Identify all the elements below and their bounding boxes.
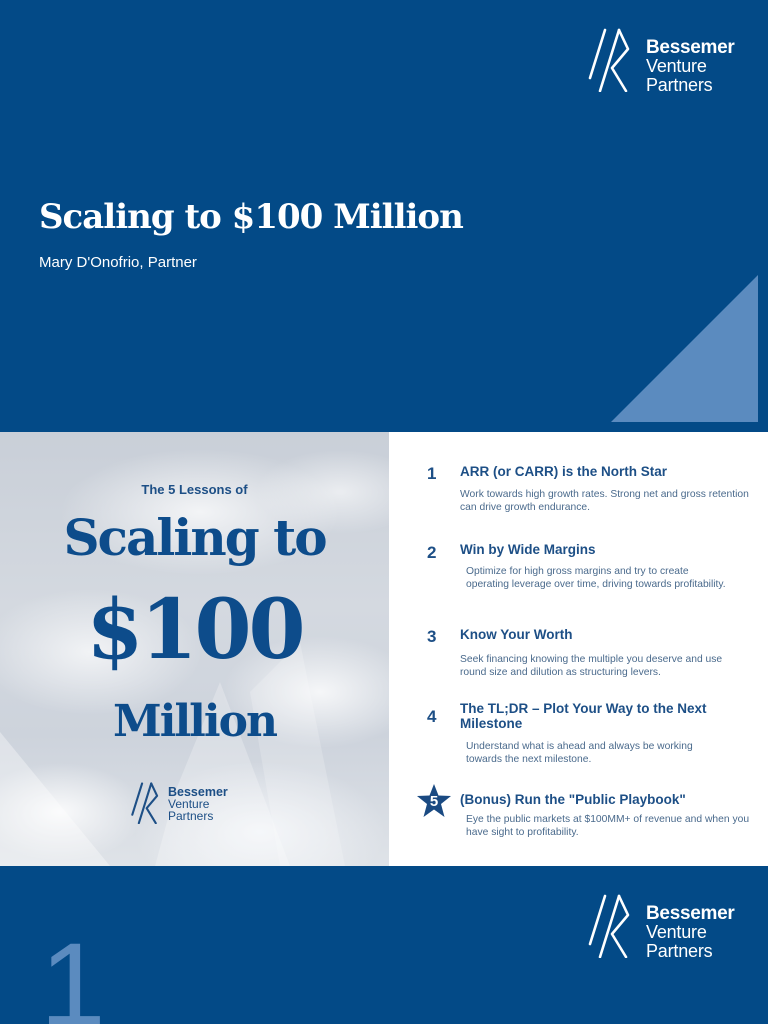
- logo-word-1: Bessemer: [646, 37, 735, 58]
- bessemer-logo-mark-icon: [588, 894, 634, 958]
- lesson-heading: ARR (or CARR) is the North Star: [460, 464, 668, 479]
- lesson-description: Understand what is ahead and always be working towards the next milestone.: [466, 741, 693, 765]
- lesson-heading: Know Your Worth: [460, 627, 573, 642]
- bessemer-logo: [588, 28, 734, 95]
- cover-title-line-3: Million: [113, 696, 276, 747]
- lessons-slide: [0, 432, 768, 866]
- lesson-heading: The TL;DR – Plot Your Way to the Next Milestone: [460, 701, 707, 731]
- bessemer-logo-mark-icon: [131, 782, 161, 824]
- cover-kicker: The 5 Lessons of: [141, 482, 248, 497]
- lesson-number: 3: [427, 627, 437, 646]
- lesson-description: Optimize for high gross margins and try to create operating leverage over time, driving towards profitability.: [466, 566, 726, 590]
- lesson-description: Work towards high growth rates. Strong net and gross retention can drive growth endurance.: [460, 489, 749, 513]
- decorative-triangle: [611, 275, 759, 423]
- slide-title: Scaling to $100 Million: [39, 197, 463, 237]
- lesson-description: Seek financing knowing the multiple you deserve and use round size and dilution as structuring levers.: [460, 654, 723, 678]
- logo-word-1: Bessemer: [646, 903, 735, 924]
- bessemer-logo-mark-icon: [588, 28, 634, 92]
- cover-logo-word-3: Partners: [168, 809, 214, 823]
- cover-title-line-1: Scaling to: [63, 508, 326, 567]
- lesson-number: 1: [427, 464, 437, 483]
- logo-word-2: Venture: [646, 922, 707, 942]
- slide-subtitle: Mary D'Onofrio, Partner: [39, 254, 197, 271]
- logo-word-2: Venture: [646, 56, 707, 76]
- lesson-number: 4: [427, 707, 437, 726]
- lesson-number: 5: [429, 793, 439, 810]
- lesson-number: 2: [427, 543, 437, 562]
- title-slide: [0, 0, 768, 432]
- lesson-description: Eye the public markets at $100MM+ of revenue and when you have sight to profitability.: [466, 814, 750, 838]
- cover-bessemer-logo: [131, 782, 228, 824]
- cover-logo-word-1: Bessemer: [168, 785, 228, 799]
- section-slide: [0, 866, 768, 1024]
- bessemer-logo: [588, 894, 734, 961]
- cover-title-line-2: $100: [86, 582, 303, 678]
- cover-panel: [0, 432, 389, 866]
- lesson-heading: (Bonus) Run the "Public Playbook": [460, 792, 686, 807]
- lesson-heading: Win by Wide Margins: [460, 542, 596, 557]
- logo-word-3: Partners: [646, 75, 713, 95]
- cover-logo-word-2: Venture: [168, 797, 210, 811]
- logo-word-3: Partners: [646, 941, 713, 961]
- section-number: 1: [40, 919, 106, 1024]
